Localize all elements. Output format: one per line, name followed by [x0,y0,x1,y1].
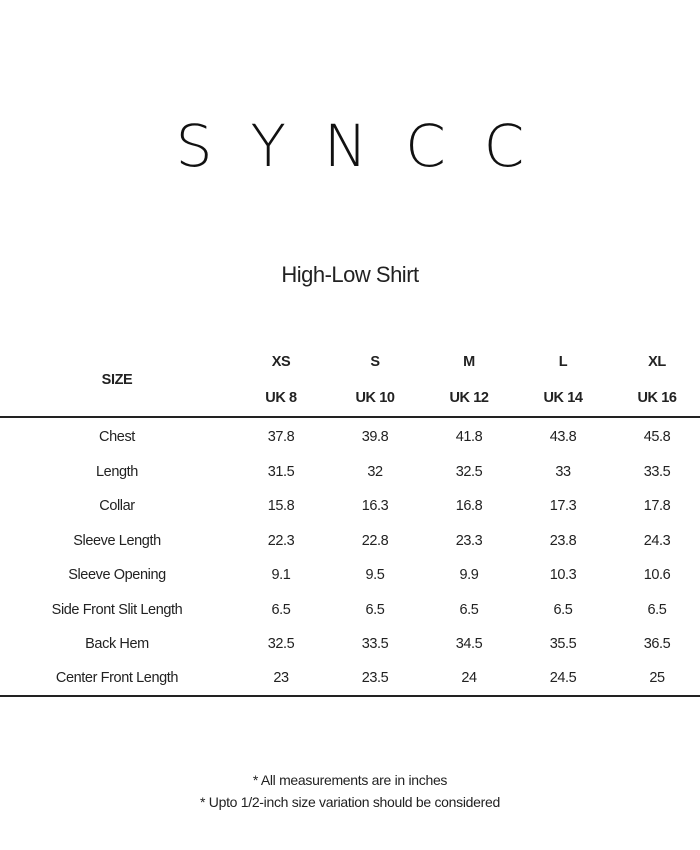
measurement-value: 16.8 [455,498,483,515]
measurement-value: 6.5 [647,601,667,618]
measurement-label: Back Hem [85,636,149,653]
measurement-label: Chest [99,429,135,446]
notes [0,769,700,813]
measurement-value: 24 [422,662,516,696]
measurement-value: 23.8 [549,532,577,549]
measurement-rows [0,417,700,696]
size-m: M [463,353,475,370]
size-s: S [370,353,380,370]
measurement-value: 24.5 [516,662,610,696]
table-row [0,558,700,593]
measurement-value: 43.8 [549,429,577,446]
uk-size-l: UK 14 [516,379,610,417]
measurement-label: Side Front Slit Length [51,601,183,618]
uk-size-xs: UK 8 [234,379,328,417]
uk-size-m: UK 12 [422,379,516,417]
measurement-label: Collar [99,498,135,515]
measurement-value: 32.5 [455,463,483,480]
measurement-value: 15.8 [267,498,295,515]
measurement-value: 17.3 [549,498,577,515]
measurement-value: 17.8 [643,498,671,515]
table-row [0,455,700,490]
table-row [0,417,700,455]
measurement-value: 34.5 [455,636,483,653]
measurement-value: 24.3 [643,532,671,549]
measurement-value: 41.8 [455,429,483,446]
measurement-label: Sleeve Opening [68,567,166,584]
uk-size-s: UK 10 [328,379,422,417]
measurement-value: 31.5 [267,463,295,480]
table-row [0,662,700,696]
measurement-value: 23.3 [455,532,483,549]
measurement-value: 9.1 [271,567,291,584]
brand-logo: SYNCC [175,112,563,180]
measurement-label: Sleeve Length [73,532,161,549]
measurement-value: 23 [234,662,328,696]
measurement-value: 9.9 [459,567,479,584]
measurement-value: 10.6 [643,567,671,584]
measurement-value: 6.5 [365,601,385,618]
measurement-value: 6.5 [271,601,291,618]
measurement-value: 22.3 [267,532,295,549]
measurement-value: 25 [610,662,700,696]
size-xs: XS [271,353,291,370]
measurement-value: 22.8 [361,532,389,549]
measurement-value: 32.5 [267,636,295,653]
size-chart-table [0,340,700,697]
measurement-value: 6.5 [553,601,573,618]
measurement-value: 6.5 [459,601,479,618]
uk-size-xl: UK 16 [610,379,700,417]
product-title: High-Low Shirt [281,262,419,287]
measurement-value: 45.8 [643,429,671,446]
measurement-value: 37.8 [267,429,295,446]
table-row [0,627,700,662]
measurement-value: 35.5 [549,636,577,653]
measurement-value: 39.8 [361,429,389,446]
size-xl: XL [648,353,666,370]
measurement-value: 32 [367,463,383,480]
note-units: * All measurements are in inches [252,772,448,788]
measurement-value: 10.3 [549,567,577,584]
measurement-value: 33.5 [361,636,389,653]
size-header-row [0,340,700,379]
size-label: SIZE [0,340,234,417]
measurement-value: 36.5 [643,636,671,653]
measurement-value: 33.5 [643,463,671,480]
measurement-label: Center Front Length [0,662,234,696]
note-variation: * Upto 1/2-inch size variation should be considered [200,794,500,810]
size-l: L [558,353,568,370]
measurement-value: 16.3 [361,498,389,515]
measurement-value: 33 [555,463,571,480]
table-row [0,489,700,524]
measurement-value: 9.5 [365,567,385,584]
table-row [0,524,700,559]
measurement-value: 23.5 [328,662,422,696]
measurement-label: Length [96,463,138,480]
table-row [0,593,700,628]
